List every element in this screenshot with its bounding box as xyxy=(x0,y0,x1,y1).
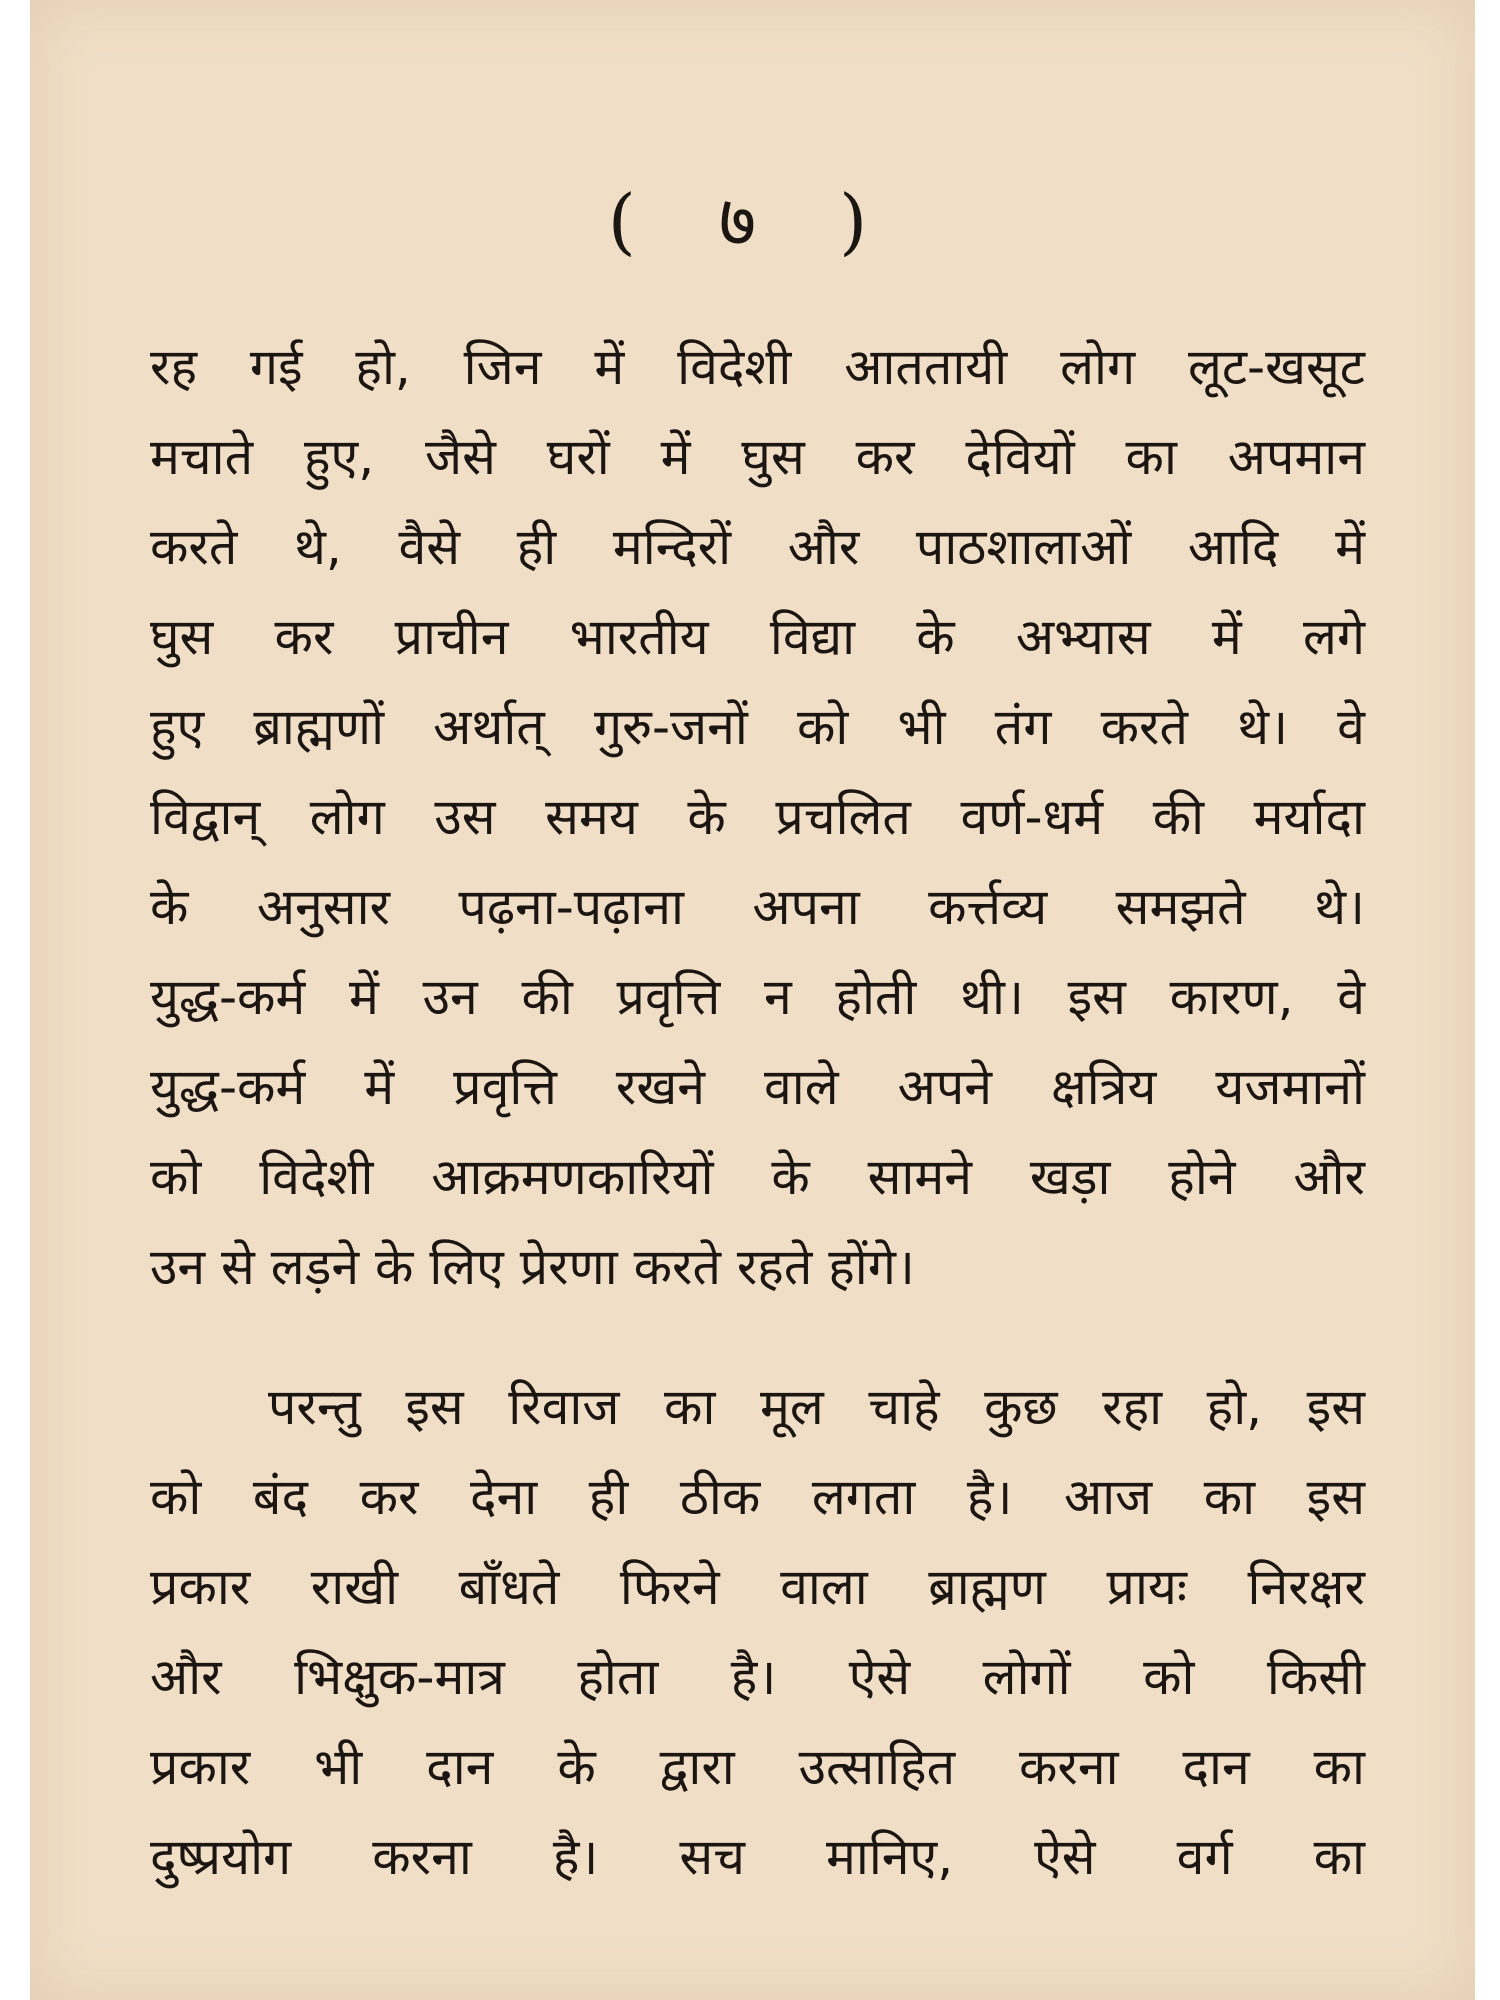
text-line: विद्वान् लोग उस समय के प्रचलित वर्ण-धर्म की मर्यादा xyxy=(150,788,1365,846)
paragraph-2 xyxy=(150,1362,1365,1902)
text-line: युद्ध-कर्म में प्रवृत्ति रखने वाले अपने क्षत्रिय यजमानों xyxy=(150,1058,1365,1116)
text-line: हुए ब्राह्मणों अर्थात् गुरु-जनों को भी तंग करते थे। वे xyxy=(150,698,1365,756)
text-line: और भिक्षुक-मात्र होता है। ऐसे लोगों को किसी xyxy=(150,1648,1365,1706)
text-line: युद्ध-कर्म में उन की प्रवृत्ति न होती थी। इस कारण, वे xyxy=(150,968,1365,1026)
paper-sheet xyxy=(30,0,1475,2000)
text-line: के अनुसार पढ़ना-पढ़ाना अपना कर्त्तव्य समझते थे। xyxy=(150,878,1365,936)
text-line: को बंद कर देना ही ठीक लगता है। आज का इस xyxy=(150,1468,1365,1526)
text-line: दुष्प्रयोग करना है। सच मानिए, ऐसे वर्ग का xyxy=(150,1828,1365,1886)
text-line: घुस कर प्राचीन भारतीय विद्या के अभ्यास में लगे xyxy=(150,608,1365,666)
page-number: ( ७ ) xyxy=(607,179,898,263)
text-line: उन से लड़ने के लिए प्रेरणा करते रहते होंगे। xyxy=(150,1238,915,1296)
text-line: प्रकार भी दान के द्वारा उत्साहित करना दान का xyxy=(150,1738,1365,1796)
text-line: रह गई हो, जिन में विदेशी आततायी लोग लूट-खसूट xyxy=(150,338,1365,396)
text-line: मचाते हुए, जैसे घरों में घुस कर देवियों का अपमान xyxy=(150,428,1365,486)
text-line: को विदेशी आक्रमणकारियों के सामने खड़ा होने और xyxy=(150,1148,1365,1206)
text-line: परन्तु इस रिवाज का मूल चाहे कुछ रहा हो, इस xyxy=(268,1378,1365,1436)
text-line: करते थे, वैसे ही मन्दिरों और पाठशालाओं आदि में xyxy=(150,518,1365,576)
text-line: प्रकार राखी बाँधते फिरने वाला ब्राह्मण प्रायः निरक्षर xyxy=(150,1558,1365,1616)
paragraph-1 xyxy=(150,322,1365,1312)
